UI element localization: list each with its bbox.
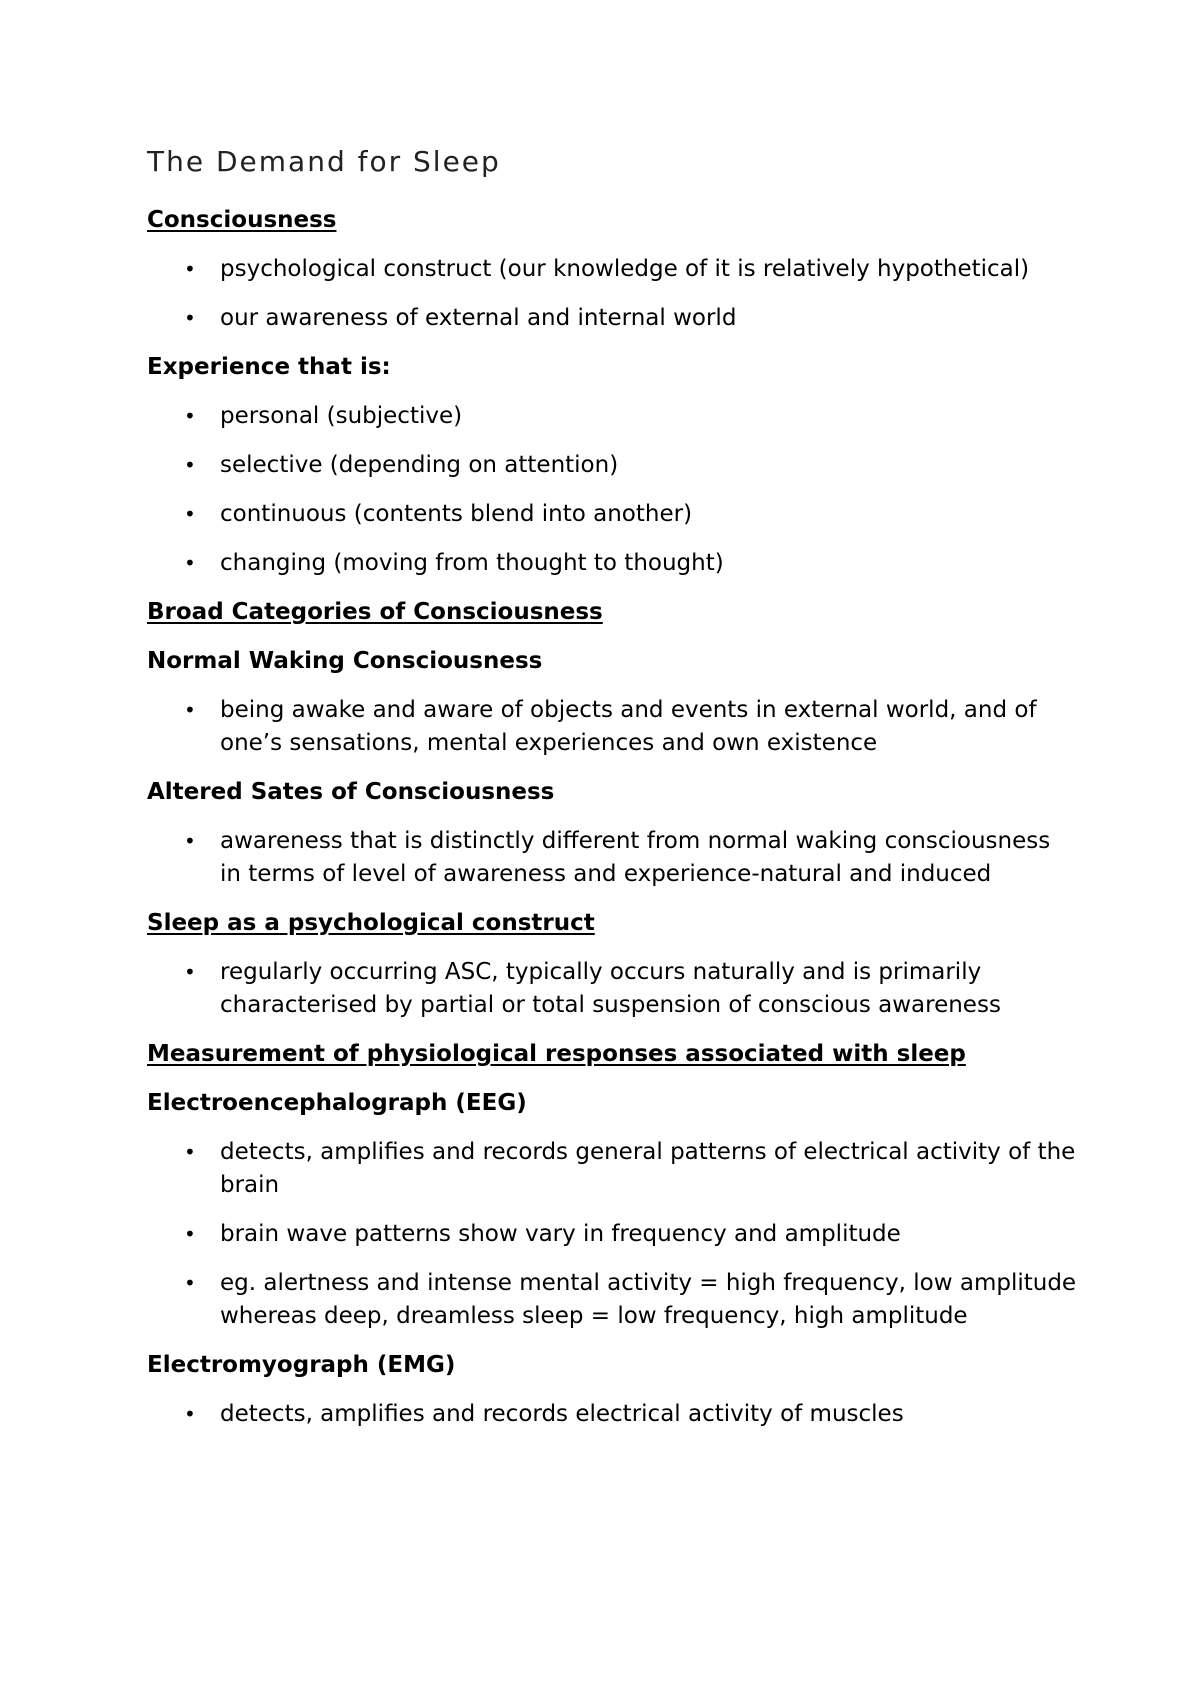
list-item: • our awareness of external and internal world xyxy=(147,302,1077,335)
list-item: • changing (moving from thought to thought) xyxy=(147,547,1077,580)
heading-measurement: Measurement of physiological responses associated with sleep xyxy=(147,1041,966,1067)
list-item: • brain wave patterns show vary in frequency and amplitude xyxy=(147,1218,1077,1251)
list-item: • detects, amplifies and records general patterns of electrical activity of the brain xyxy=(147,1136,1077,1202)
bullet-icon: • xyxy=(184,1271,196,1295)
list-altered-states xyxy=(147,825,1077,891)
list-normal-waking xyxy=(147,694,1077,760)
bullet-icon: • xyxy=(184,404,196,428)
bullet-icon: • xyxy=(184,829,196,853)
list-experience xyxy=(147,400,1077,580)
heading-consciousness: Consciousness xyxy=(147,207,337,233)
list-item: • personal (subjective) xyxy=(147,400,1077,433)
list-emg xyxy=(147,1398,1077,1431)
heading-emg: Electromyograph (EMG) xyxy=(147,1352,456,1378)
list-item: • continuous (contents blend into another) xyxy=(147,498,1077,531)
heading-experience: Experience that is: xyxy=(147,354,391,380)
heading-normal-waking: Normal Waking Consciousness xyxy=(147,648,543,674)
heading-sleep-construct: Sleep as a psychological construct xyxy=(147,910,595,936)
bullet-icon: • xyxy=(184,453,196,477)
bullet-icon: • xyxy=(184,257,196,281)
bullet-icon: • xyxy=(184,698,196,722)
list-item: • being awake and aware of objects and events in external world, and of one’s sensations, mental experiences and own existence xyxy=(147,694,1077,760)
bullet-icon: • xyxy=(184,1140,196,1164)
list-eeg xyxy=(147,1136,1077,1333)
list-item: • selective (depending on attention) xyxy=(147,449,1077,482)
heading-broad-categories: Broad Categories of Consciousness xyxy=(147,599,603,625)
list-item: • awareness that is distinctly different from normal waking consciousness in terms of level of awareness and experience-natural and induced xyxy=(147,825,1077,891)
heading-eeg: Electroencephalograph (EEG) xyxy=(147,1090,527,1116)
list-item: • psychological construct (our knowledge of it is relatively hypothetical) xyxy=(147,253,1077,286)
heading-altered-states: Altered Sates of Consciousness xyxy=(147,779,555,805)
list-item: • eg. alertness and intense mental activity = high frequency, low amplitude whereas deep, dreamless sleep = low frequency, high amplitude xyxy=(147,1267,1077,1333)
document-page xyxy=(147,140,1077,1447)
list-sleep-construct xyxy=(147,956,1077,1022)
list-consciousness xyxy=(147,253,1077,335)
bullet-icon: • xyxy=(184,1222,196,1246)
bullet-icon: • xyxy=(184,1402,196,1426)
bullet-icon: • xyxy=(184,306,196,330)
list-item: • detects, amplifies and records electrical activity of muscles xyxy=(147,1398,1077,1431)
bullet-icon: • xyxy=(184,551,196,575)
bullet-icon: • xyxy=(184,502,196,526)
list-item: • regularly occurring ASC, typically occurs naturally and is primarily characterised by partial or total suspension of conscious awareness xyxy=(147,956,1077,1022)
document-title: The Demand for Sleep xyxy=(147,145,501,178)
bullet-icon: • xyxy=(184,960,196,984)
